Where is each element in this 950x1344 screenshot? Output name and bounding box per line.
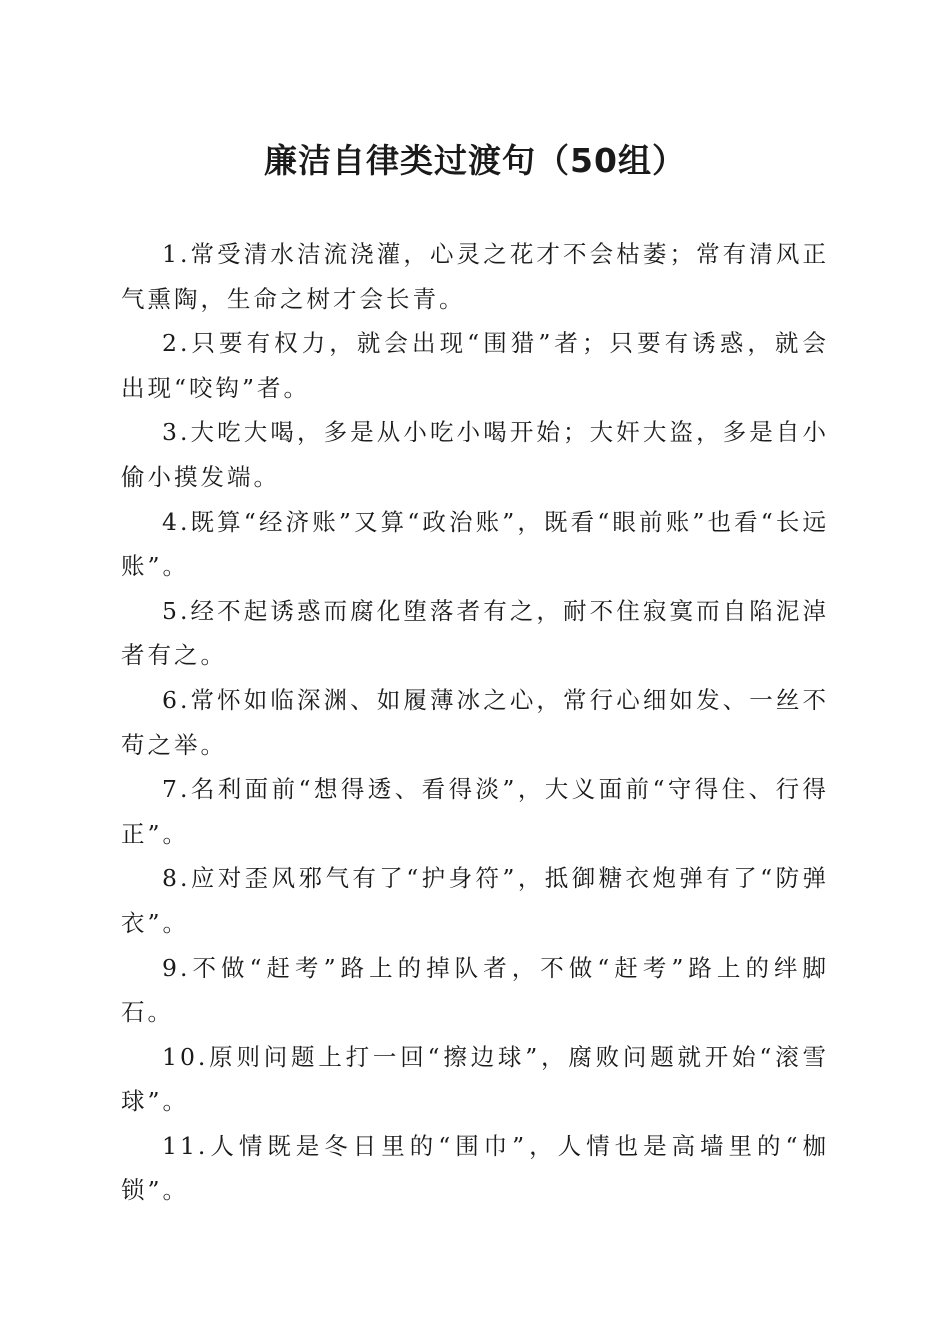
list-item: 5.经不起诱惑而腐化堕落者有之，耐不住寂寞而自陷泥淖者有之。 — [121, 596, 829, 670]
list-item: 2.只要有权力，就会出现“围猎”者；只要有诱惑，就会出现“咬钩”者。 — [121, 329, 829, 402]
list-item: 7.名利面前“想得透、看得淡”，大义面前“守得住、行得正”。 — [121, 775, 829, 848]
document-body — [121, 232, 829, 1213]
list-item: 11.人情既是冬日里的“围巾”，人情也是高墙里的“枷锁”。 — [121, 1131, 829, 1205]
list-item: 8.应对歪风邪气有了“护身符”，抵御糖衣炮弹有了“防弹衣”。 — [121, 864, 829, 937]
list-item: 6.常怀如临深渊、如履薄冰之心，常行心细如发、一丝不苟之举。 — [121, 685, 829, 759]
page-title: 廉洁自律类过渡句（50组） — [264, 141, 686, 180]
list-item: 10.原则问题上打一回“擦边球”，腐败问题就开始“滚雪球”。 — [121, 1042, 829, 1116]
list-item: 3.大吃大喝，多是从小吃小喝开始；大奸大盗，多是自小偷小摸发端。 — [121, 418, 829, 491]
list-item: 4.既算“经济账”又算“政治账”，既看“眼前账”也看“长远账”。 — [121, 507, 829, 581]
list-item: 9.不做“赶考”路上的掉队者，不做“赶考”路上的绊脚石。 — [121, 953, 829, 1027]
list-item: 1.常受清水洁流浇灌，心灵之花才不会枯萎；常有清风正气熏陶，生命之树才会长青。 — [121, 240, 829, 313]
